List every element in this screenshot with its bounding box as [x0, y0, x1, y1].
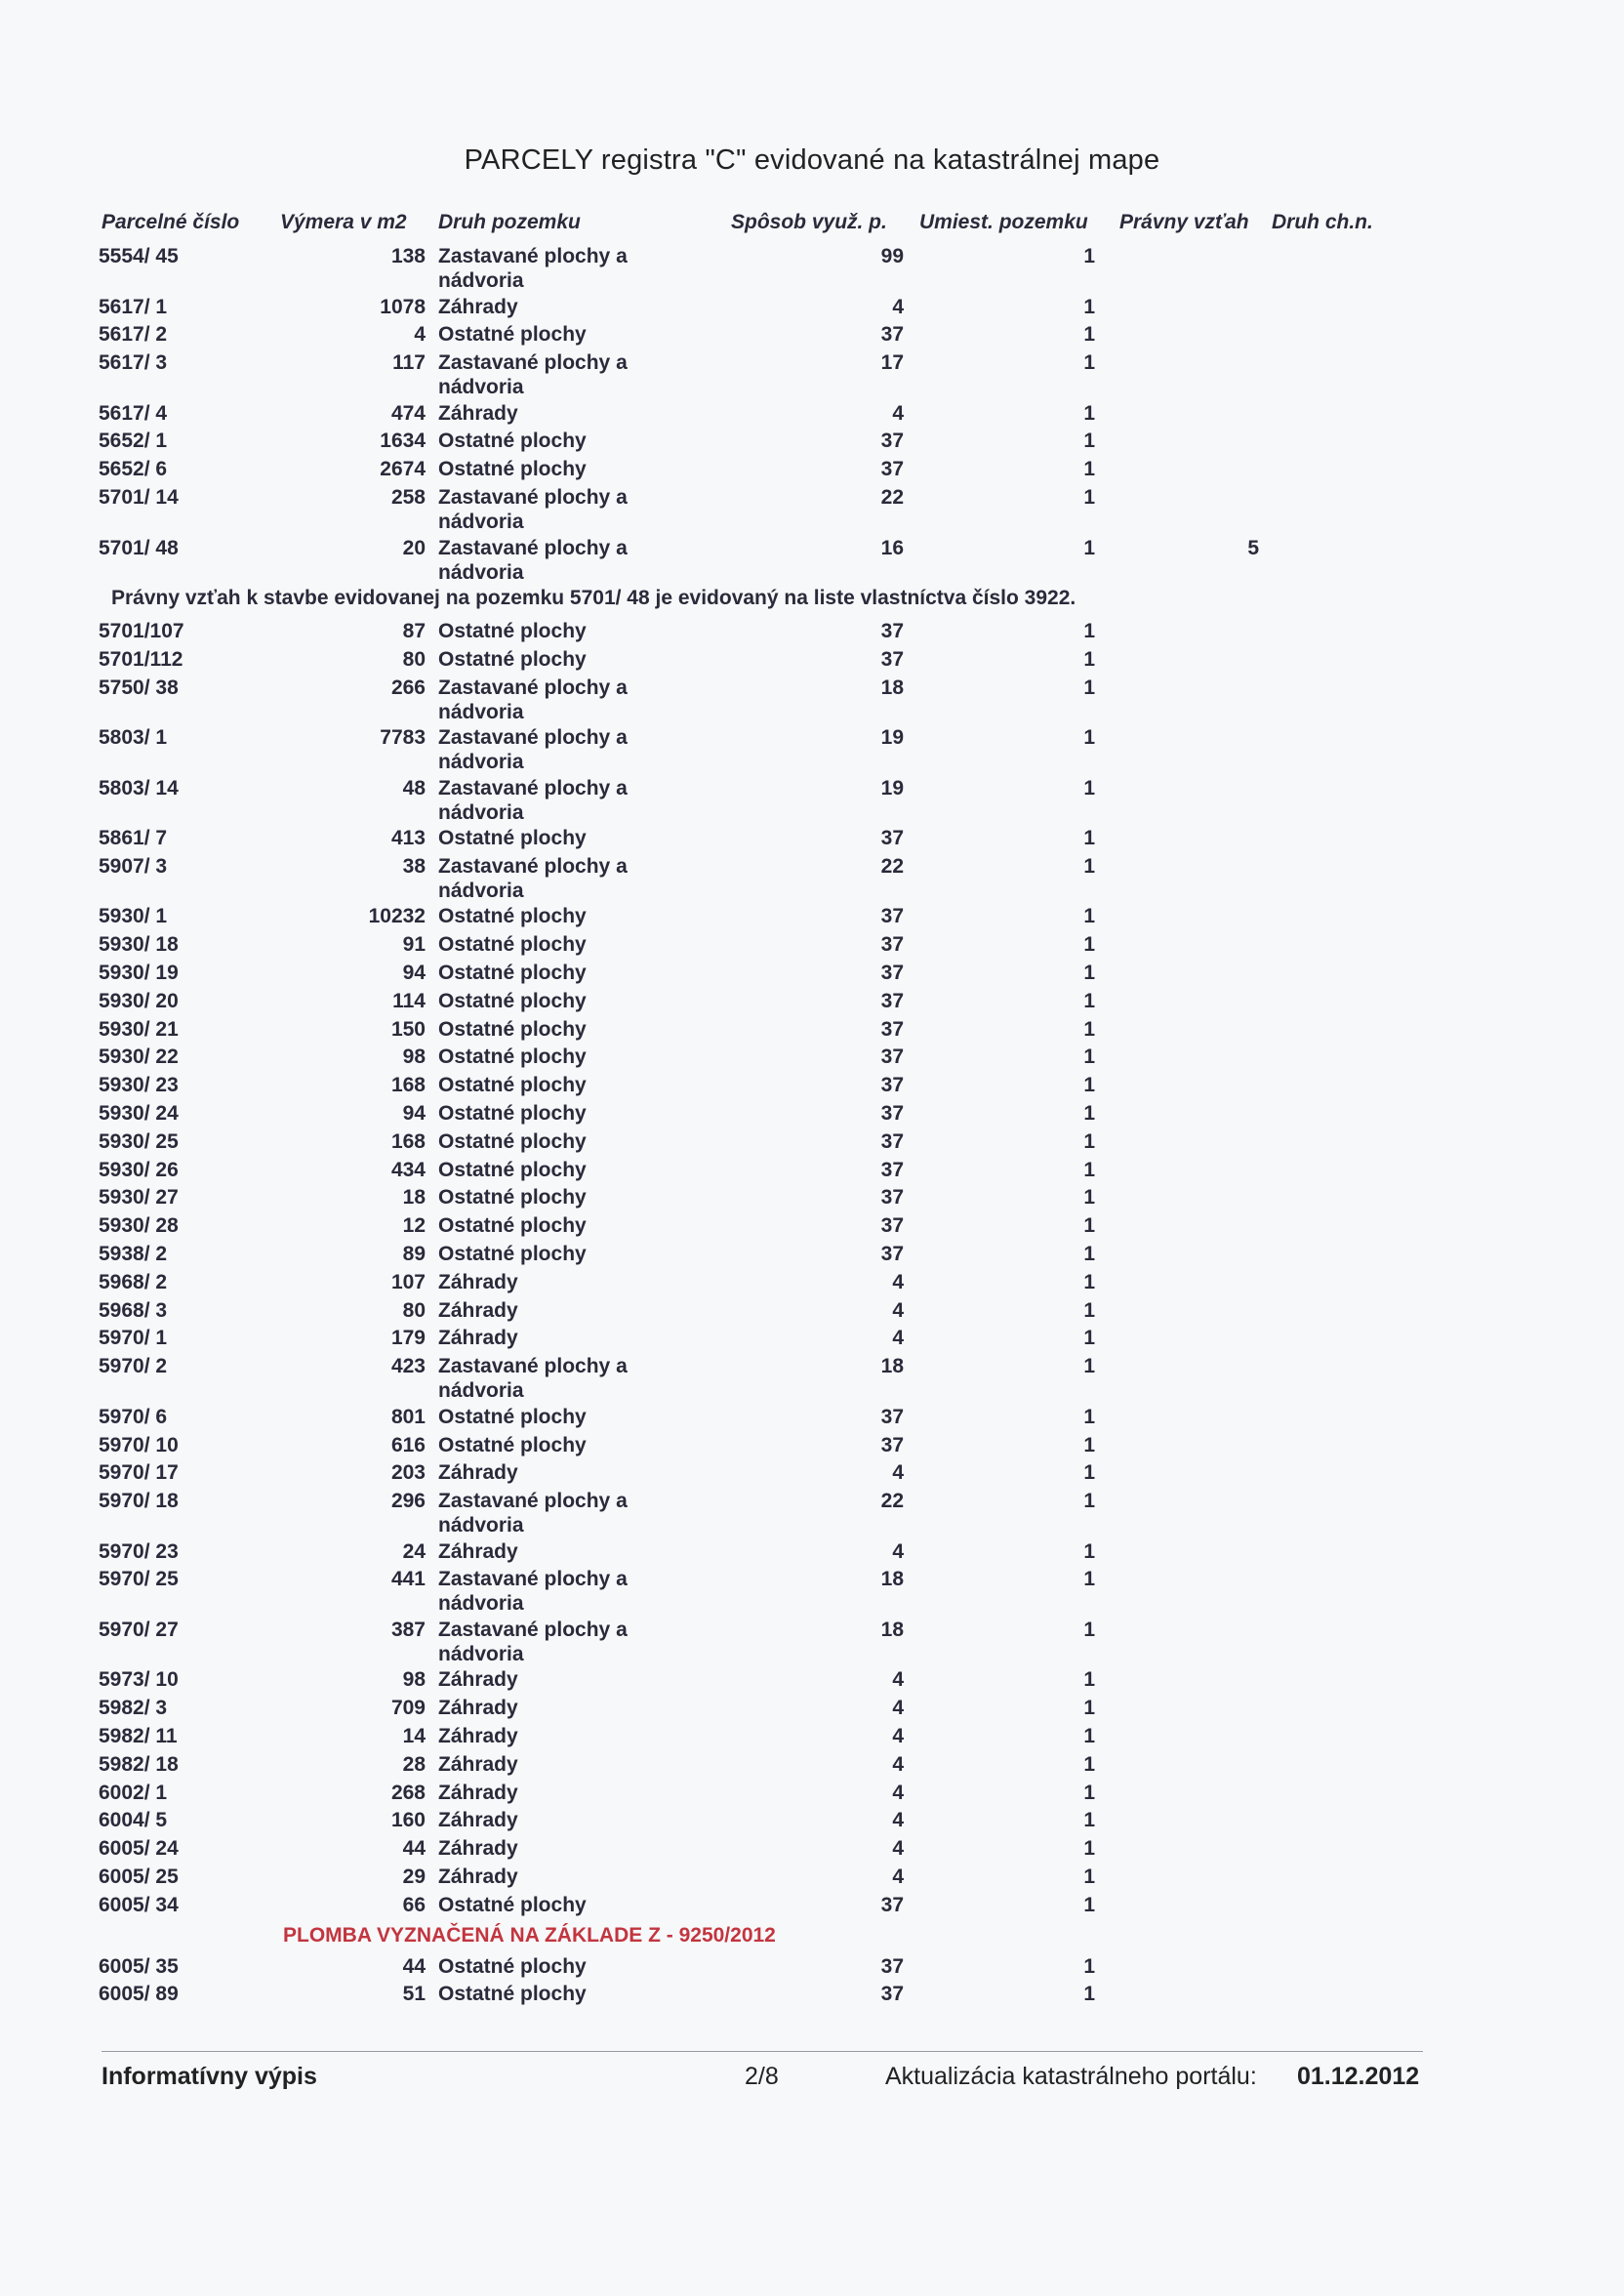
col-header-relation: Právny vzťah — [1119, 211, 1249, 233]
parcel-number: 6005/ 25 — [99, 1866, 179, 1888]
parcel-area: 296 — [390, 1490, 426, 1513]
land-kind: Záhrady — [438, 1866, 518, 1888]
land-kind-continuation: nádvoria — [438, 1642, 524, 1665]
col-header-area: Výmera v m2 — [280, 211, 407, 233]
location-code: 1 — [1083, 726, 1095, 750]
land-use-code: 4 — [892, 401, 904, 425]
parcel-number: 5701/ 48 — [99, 536, 179, 559]
parcel-area: 203 — [390, 1461, 426, 1485]
land-kind: Ostatné plochy — [438, 1017, 587, 1041]
col-header-use: Spôsob využ. p. — [731, 211, 887, 233]
parcel-number: 5982/ 11 — [99, 1725, 178, 1747]
parcel-number: 5970/ 18 — [99, 1490, 179, 1513]
parcel-area: 434 — [390, 1158, 426, 1181]
land-use-code: 22 — [880, 1490, 904, 1513]
parcel-area: 80 — [402, 647, 426, 671]
land-kind-continuation: nádvoria — [438, 1514, 524, 1538]
parcel-area: 66 — [402, 1893, 426, 1916]
location-code: 1 — [1083, 776, 1095, 800]
land-kind: Ostatné plochy — [438, 430, 587, 453]
location-code: 1 — [1083, 245, 1095, 267]
location-code: 1 — [1083, 1074, 1095, 1097]
parcel-area: 107 — [390, 1270, 426, 1293]
parcel-area: 94 — [402, 1102, 426, 1125]
parcel-area: 117 — [392, 351, 426, 375]
parcel-number: 5970/ 25 — [99, 1568, 179, 1591]
parcel-number: 5938/ 2 — [99, 1243, 168, 1265]
parcel-number: 5930/ 18 — [99, 933, 179, 957]
footer-page-number: 2/8 — [745, 2063, 779, 2090]
land-use-code: 37 — [880, 1214, 904, 1238]
land-kind: Ostatné plochy — [438, 1129, 587, 1153]
land-kind: Záhrady — [438, 295, 518, 318]
land-kind: Záhrady — [438, 1668, 518, 1692]
land-use-code: 4 — [892, 1539, 904, 1563]
parcel-number: 5968/ 2 — [99, 1270, 168, 1293]
land-use-code: 37 — [880, 1243, 904, 1265]
seal-note: PLOMBA VYZNAČENÁ NA ZÁKLADE Z - 9250/2012 — [283, 1923, 776, 1947]
parcel-area: 98 — [402, 1046, 426, 1069]
parcel-area: 160 — [390, 1809, 426, 1832]
land-kind: Záhrady — [438, 1837, 518, 1861]
location-code: 1 — [1083, 647, 1095, 671]
parcel-number: 5930/ 19 — [99, 962, 179, 984]
land-kind: Zastavané plochy a — [438, 854, 628, 878]
parcel-area: 10232 — [368, 905, 426, 928]
land-use-code: 16 — [880, 536, 904, 559]
parcel-area: 168 — [390, 1129, 426, 1153]
parcel-number: 5982/ 18 — [99, 1752, 179, 1776]
parcel-number: 6005/ 24 — [99, 1837, 179, 1861]
location-code: 1 — [1083, 1102, 1095, 1125]
land-kind: Ostatné plochy — [438, 905, 587, 928]
land-kind: Ostatné plochy — [438, 827, 587, 850]
parcel-number: 5930/ 28 — [99, 1214, 179, 1238]
land-kind: Ostatné plochy — [438, 933, 587, 957]
land-kind: Zastavané plochy a — [438, 1618, 628, 1641]
land-kind: Zastavané plochy a — [438, 1355, 628, 1378]
parcel-number: 5930/ 22 — [99, 1046, 179, 1069]
parcel-area: 474 — [390, 401, 426, 425]
parcel-area: 2674 — [380, 458, 426, 481]
parcel-area: 150 — [390, 1017, 426, 1041]
location-code: 1 — [1083, 1129, 1095, 1153]
location-code: 1 — [1083, 1568, 1095, 1591]
location-code: 1 — [1083, 1539, 1095, 1563]
land-use-code: 4 — [892, 295, 904, 318]
land-use-code: 37 — [880, 962, 904, 984]
parcel-number: 5907/ 3 — [99, 854, 168, 878]
parcel-number: 5652/ 1 — [99, 430, 168, 453]
location-code: 1 — [1083, 458, 1095, 481]
parcel-number: 5970/ 17 — [99, 1461, 179, 1485]
parcel-area: 24 — [402, 1539, 426, 1563]
parcel-area: 94 — [402, 962, 426, 984]
location-code: 1 — [1083, 536, 1095, 559]
parcel-number: 5554/ 45 — [99, 245, 179, 267]
location-code: 1 — [1083, 1668, 1095, 1692]
parcel-area: 179 — [390, 1327, 426, 1350]
parcel-area: 87 — [402, 620, 426, 642]
location-code: 1 — [1083, 295, 1095, 318]
page-title: PARCELY registra "C" evidované na katastrálnej mape — [464, 144, 1160, 176]
parcel-number: 5973/ 10 — [99, 1668, 179, 1692]
parcel-area: 18 — [402, 1186, 426, 1210]
land-use-code: 37 — [880, 1017, 904, 1041]
location-code: 1 — [1083, 486, 1095, 509]
col-header-parcel: Parcelné číslo — [102, 211, 240, 233]
land-use-code: 37 — [880, 989, 904, 1012]
location-code: 1 — [1083, 430, 1095, 453]
location-code: 1 — [1083, 1270, 1095, 1293]
footer-divider — [102, 2051, 1423, 2052]
location-code: 1 — [1083, 1405, 1095, 1428]
parcel-number: 5861/ 7 — [99, 827, 168, 850]
parcel-number: 5701/ 14 — [99, 486, 179, 509]
land-use-code: 4 — [892, 1752, 904, 1776]
parcel-number: 5970/ 10 — [99, 1433, 179, 1456]
land-kind: Ostatné plochy — [438, 1046, 587, 1069]
land-kind: Záhrady — [438, 1697, 518, 1720]
parcel-area: 441 — [390, 1568, 426, 1591]
location-code: 1 — [1083, 401, 1095, 425]
parcel-area: 29 — [402, 1866, 426, 1888]
parcel-area: 80 — [402, 1298, 426, 1322]
parcel-area: 44 — [402, 1954, 426, 1978]
land-kind-continuation: nádvoria — [438, 751, 524, 774]
parcel-number: 5970/ 6 — [99, 1405, 168, 1428]
parcel-number: 5930/ 1 — [99, 905, 168, 928]
land-use-code: 4 — [892, 1461, 904, 1485]
land-kind: Ostatné plochy — [438, 962, 587, 984]
land-kind-continuation: nádvoria — [438, 1379, 524, 1403]
parcel-area: 48 — [402, 776, 426, 800]
parcel-area: 91 — [402, 933, 426, 957]
parcel-area: 138 — [390, 245, 426, 267]
parcel-area: 616 — [390, 1433, 426, 1456]
land-kind: Ostatné plochy — [438, 1102, 587, 1125]
parcel-area: 28 — [402, 1752, 426, 1776]
land-kind: Zastavané plochy a — [438, 351, 628, 375]
parcel-area: 268 — [390, 1781, 426, 1804]
land-use-code: 22 — [880, 854, 904, 878]
land-use-code: 19 — [880, 776, 904, 800]
land-kind: Zastavané plochy a — [438, 486, 628, 509]
land-use-code: 37 — [880, 458, 904, 481]
footer-title: Informatívny výpis — [102, 2063, 317, 2090]
parcel-area: 4 — [414, 323, 426, 347]
land-use-code: 22 — [880, 486, 904, 509]
land-kind: Ostatné plochy — [438, 1893, 587, 1916]
parcel-number: 5617/ 2 — [99, 323, 168, 347]
parcel-area: 709 — [390, 1697, 426, 1720]
land-kind-continuation: nádvoria — [438, 376, 524, 399]
parcel-number: 5930/ 24 — [99, 1102, 179, 1125]
location-code: 1 — [1083, 1017, 1095, 1041]
land-kind-continuation: nádvoria — [438, 879, 524, 902]
land-use-code: 4 — [892, 1697, 904, 1720]
land-kind-continuation: nádvoria — [438, 800, 524, 824]
land-use-code: 37 — [880, 1129, 904, 1153]
land-use-code: 4 — [892, 1809, 904, 1832]
land-use-code: 4 — [892, 1270, 904, 1293]
land-kind: Zastavané plochy a — [438, 1568, 628, 1591]
col-header-kind: Druh pozemku — [438, 211, 581, 233]
location-code: 1 — [1083, 1697, 1095, 1720]
location-code: 1 — [1083, 854, 1095, 878]
parcel-area: 266 — [390, 676, 426, 699]
parcel-number: 5652/ 6 — [99, 458, 168, 481]
land-use-code: 37 — [880, 323, 904, 347]
location-code: 1 — [1083, 1809, 1095, 1832]
parcel-area: 258 — [390, 486, 426, 509]
land-use-code: 37 — [880, 1433, 904, 1456]
location-code: 1 — [1083, 1298, 1095, 1322]
location-code: 1 — [1083, 1158, 1095, 1181]
land-use-code: 4 — [892, 1837, 904, 1861]
land-use-code: 18 — [880, 1618, 904, 1641]
land-use-code: 37 — [880, 905, 904, 928]
land-use-code: 99 — [880, 245, 904, 267]
parcel-number: 5701/107 — [99, 620, 184, 642]
location-code: 1 — [1083, 620, 1095, 642]
land-use-code: 18 — [880, 1568, 904, 1591]
land-kind: Záhrady — [438, 1752, 518, 1776]
parcel-number: 5930/ 26 — [99, 1158, 179, 1181]
location-code: 1 — [1083, 1618, 1095, 1641]
location-code: 1 — [1083, 1355, 1095, 1378]
land-use-code: 37 — [880, 430, 904, 453]
location-code: 1 — [1083, 676, 1095, 699]
land-use-code: 37 — [880, 1405, 904, 1428]
parcel-area: 44 — [402, 1837, 426, 1861]
land-kind-continuation: nádvoria — [438, 269, 524, 292]
relation-code: 5 — [1247, 536, 1259, 559]
land-use-code: 37 — [880, 827, 904, 850]
land-kind-continuation: nádvoria — [438, 511, 524, 533]
land-kind: Záhrady — [438, 1270, 518, 1293]
parcel-area: 20 — [402, 536, 426, 559]
location-code: 1 — [1083, 933, 1095, 957]
land-use-code: 37 — [880, 933, 904, 957]
land-use-code: 19 — [880, 726, 904, 750]
parcel-area: 1634 — [380, 430, 426, 453]
land-use-code: 4 — [892, 1327, 904, 1350]
parcel-area: 7783 — [380, 726, 426, 750]
parcel-number: 5803/ 14 — [99, 776, 179, 800]
legal-relation-note: Právny vzťah k stavbe evidovanej na pozemku 5701/ 48 je evidovaný na liste vlastníctva číslo 3922. — [111, 587, 1076, 609]
land-use-code: 18 — [880, 1355, 904, 1378]
parcel-number: 5930/ 27 — [99, 1186, 179, 1210]
parcel-number: 5982/ 3 — [99, 1697, 168, 1720]
parcel-area: 114 — [392, 989, 426, 1012]
parcel-number: 5701/112 — [99, 647, 183, 671]
location-code: 1 — [1083, 905, 1095, 928]
col-header-location: Umiest. pozemku — [919, 211, 1088, 233]
parcel-area: 98 — [402, 1668, 426, 1692]
col-header-kind-code: Druh ch.n. — [1272, 211, 1373, 233]
parcel-number: 5930/ 23 — [99, 1074, 179, 1097]
footer-update-date: 01.12.2012 — [1297, 2063, 1420, 2090]
land-kind: Záhrady — [438, 1298, 518, 1322]
parcel-number: 5970/ 2 — [99, 1355, 168, 1378]
land-kind: Ostatné plochy — [438, 1158, 587, 1181]
parcel-number: 5617/ 4 — [99, 401, 168, 425]
land-kind: Ostatné plochy — [438, 1405, 587, 1428]
land-kind: Ostatné plochy — [438, 323, 587, 347]
parcel-number: 5803/ 1 — [99, 726, 168, 750]
land-use-code: 37 — [880, 1046, 904, 1069]
parcel-number: 6004/ 5 — [99, 1809, 168, 1832]
location-code: 1 — [1083, 962, 1095, 984]
land-use-code: 37 — [880, 1983, 904, 2006]
parcel-area: 51 — [402, 1983, 426, 2006]
location-code: 1 — [1083, 1893, 1095, 1916]
land-kind: Záhrady — [438, 1461, 518, 1485]
land-kind: Zastavané plochy a — [438, 776, 628, 800]
location-code: 1 — [1083, 1866, 1095, 1888]
land-use-code: 18 — [880, 676, 904, 699]
land-kind: Ostatné plochy — [438, 1074, 587, 1097]
land-use-code: 37 — [880, 647, 904, 671]
parcel-number: 5970/ 1 — [99, 1327, 168, 1350]
parcel-number: 5930/ 25 — [99, 1129, 179, 1153]
parcel-area: 387 — [390, 1618, 426, 1641]
land-use-code: 37 — [880, 1893, 904, 1916]
land-use-code: 37 — [880, 620, 904, 642]
land-use-code: 4 — [892, 1298, 904, 1322]
location-code: 1 — [1083, 1490, 1095, 1513]
parcel-number: 5970/ 27 — [99, 1618, 179, 1641]
land-kind: Záhrady — [438, 1809, 518, 1832]
land-kind: Ostatné plochy — [438, 1954, 587, 1978]
location-code: 1 — [1083, 1046, 1095, 1069]
land-use-code: 17 — [880, 351, 904, 375]
land-use-code: 4 — [892, 1668, 904, 1692]
land-kind-continuation: nádvoria — [438, 700, 524, 723]
parcel-number: 5970/ 23 — [99, 1539, 179, 1563]
parcel-area: 14 — [402, 1725, 426, 1747]
parcel-number: 5930/ 20 — [99, 989, 179, 1012]
land-use-code: 4 — [892, 1725, 904, 1747]
location-code: 1 — [1083, 1186, 1095, 1210]
parcel-area: 1078 — [380, 295, 426, 318]
location-code: 1 — [1083, 989, 1095, 1012]
land-kind: Ostatné plochy — [438, 1186, 587, 1210]
location-code: 1 — [1083, 1725, 1095, 1747]
location-code: 1 — [1083, 1327, 1095, 1350]
location-code: 1 — [1083, 351, 1095, 375]
footer-update-label: Aktualizácia katastrálneho portálu: — [885, 2063, 1257, 2090]
parcel-area: 801 — [390, 1405, 426, 1428]
parcel-number: 5617/ 1 — [99, 295, 168, 318]
land-kind: Ostatné plochy — [438, 458, 587, 481]
land-kind: Ostatné plochy — [438, 1433, 587, 1456]
parcel-area: 38 — [402, 854, 426, 878]
parcel-number: 5968/ 3 — [99, 1298, 168, 1322]
parcel-number: 5750/ 38 — [99, 676, 179, 699]
parcel-area: 423 — [390, 1355, 426, 1378]
land-use-code: 37 — [880, 1074, 904, 1097]
parcel-number: 6005/ 89 — [99, 1983, 179, 2006]
parcel-number: 5930/ 21 — [99, 1017, 179, 1041]
land-kind: Ostatné plochy — [438, 1983, 587, 2006]
location-code: 1 — [1083, 1954, 1095, 1978]
location-code: 1 — [1083, 1433, 1095, 1456]
parcel-area: 413 — [390, 827, 426, 850]
location-code: 1 — [1083, 1781, 1095, 1804]
land-kind: Zastavané plochy a — [438, 245, 628, 267]
land-kind: Záhrady — [438, 1725, 518, 1747]
land-kind-continuation: nádvoria — [438, 560, 524, 584]
location-code: 1 — [1083, 1214, 1095, 1238]
land-use-code: 37 — [880, 1954, 904, 1978]
land-kind: Ostatné plochy — [438, 989, 587, 1012]
land-kind: Záhrady — [438, 1539, 518, 1563]
land-kind: Zastavané plochy a — [438, 676, 628, 699]
land-use-code: 4 — [892, 1866, 904, 1888]
location-code: 1 — [1083, 1837, 1095, 1861]
parcel-number: 6005/ 35 — [99, 1954, 179, 1978]
land-kind: Záhrady — [438, 401, 518, 425]
parcel-area: 12 — [402, 1214, 426, 1238]
parcel-area: 168 — [390, 1074, 426, 1097]
land-kind: Ostatné plochy — [438, 1243, 587, 1265]
land-use-code: 37 — [880, 1186, 904, 1210]
land-kind: Ostatné plochy — [438, 620, 587, 642]
land-kind: Zastavané plochy a — [438, 1490, 628, 1513]
location-code: 1 — [1083, 1752, 1095, 1776]
land-use-code: 37 — [880, 1158, 904, 1181]
location-code: 1 — [1083, 1461, 1095, 1485]
land-use-code: 37 — [880, 1102, 904, 1125]
land-kind-continuation: nádvoria — [438, 1592, 524, 1616]
parcel-area: 89 — [402, 1243, 426, 1265]
parcel-number: 6005/ 34 — [99, 1893, 179, 1916]
location-code: 1 — [1083, 323, 1095, 347]
land-kind: Zastavané plochy a — [438, 726, 628, 750]
land-kind: Ostatné plochy — [438, 647, 587, 671]
land-kind: Zastavané plochy a — [438, 536, 628, 559]
parcel-number: 5617/ 3 — [99, 351, 168, 375]
location-code: 1 — [1083, 827, 1095, 850]
location-code: 1 — [1083, 1983, 1095, 2006]
land-kind: Ostatné plochy — [438, 1214, 587, 1238]
land-kind: Záhrady — [438, 1781, 518, 1804]
location-code: 1 — [1083, 1243, 1095, 1265]
land-use-code: 4 — [892, 1781, 904, 1804]
parcel-number: 6002/ 1 — [99, 1781, 168, 1804]
land-kind: Záhrady — [438, 1327, 518, 1350]
